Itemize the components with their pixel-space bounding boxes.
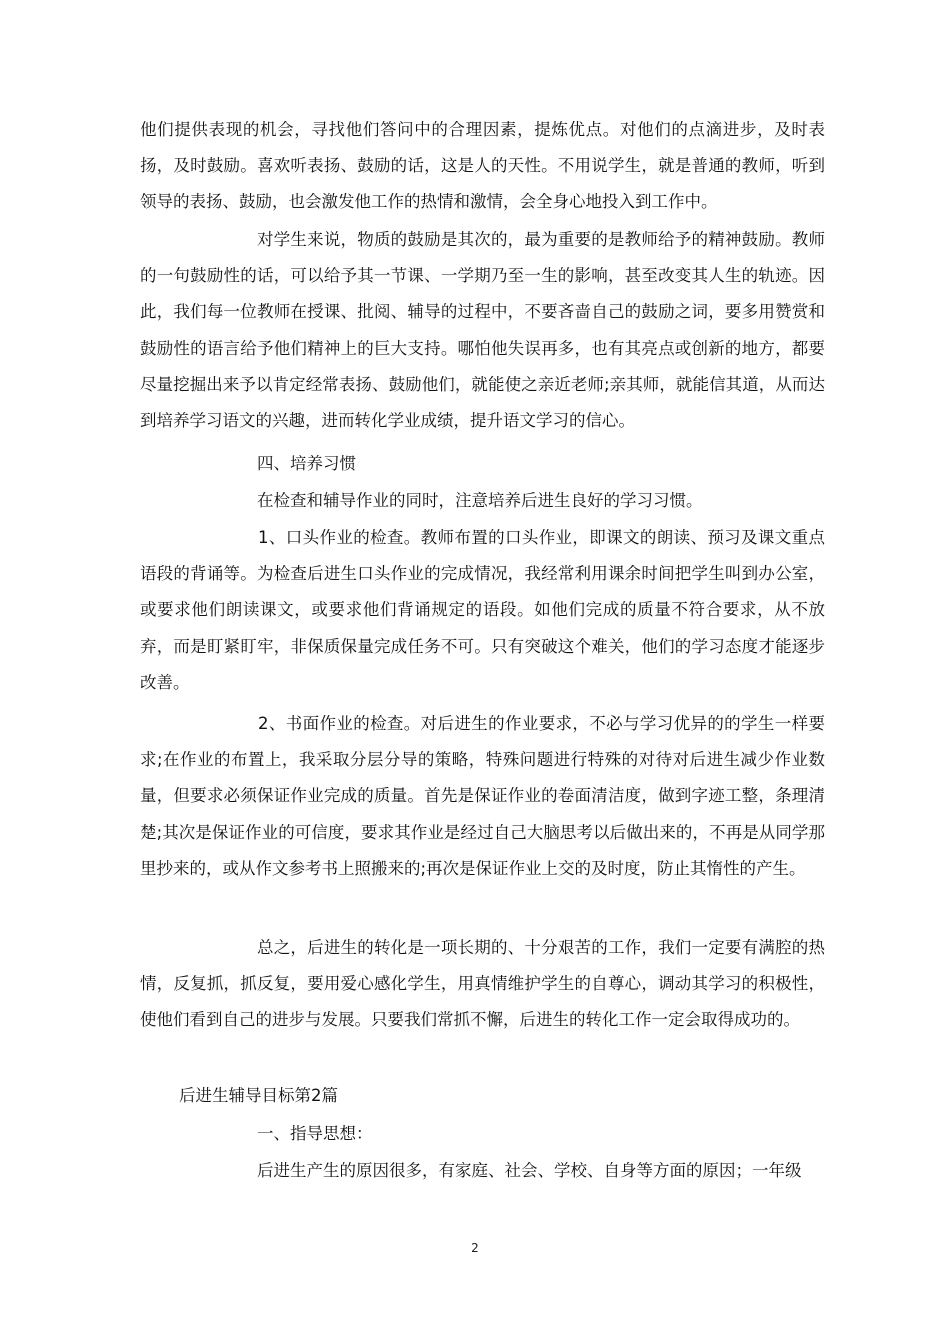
heading-cultivate-habits: 四、培养习惯 [257,454,356,473]
paragraph-homework-habits: 在检查和辅导作业的同时，注意培养后进生良好的学习习惯。 [257,491,703,510]
heading-guiding-thought: 一、指导思想： [257,1124,373,1143]
paragraph-praise-opportunity: 他们提供表现的机会，寻找他们答问中的合理因素，提炼优点。对他们的点滴进步，及时表扬，及时鼓励。喜欢听表扬、鼓励的话，这是人的天性。不用说学生，就是普通的教师，听到领导的表扬、鼓励，也会激发他工作的热情和激情，会全身心地投入到工作中。 [140,120,825,212]
paragraph-conclusion: 总之，后进生的转化是一项长期的、十分艰苦的工作，我们一定要有满腔的热情，反复抓，抓反复，要用爱心感化学生，用真情维护学生的自尊心，调动其学习的积极性，使他们看到自己的进步与发展。只要我们常抓不懈，后进生的转化工作一定会取得成功的。 [140,938,825,1030]
paragraph-written-homework: 2、书面作业的检查。对后进生的作业要求，不必与学习优异的的学生一样要求;在作业的布置上，我采取分层分导的策略，特殊问题进行特殊的对待对后进生减少作业数量，但要求必须保证作业完成的质量。首先是保证作业的卷面清洁度，做到字迹工整，条理清楚;其次是保证作业的可信度，要求其作业是经过自己大脑思考以后做出来的，不再是从同学那里抄来的，或从作文参考书上照搬来的;再次是保证作业上交的及时度，防止其惰性的产生。 [140,714,825,878]
paragraph-spiritual-encouragement: 对学生来说，物质的鼓励是其次的，最为重要的是教师给予的精神鼓励。教师的一句鼓励性的话，可以给予其一节课、一学期乃至一生的影响，甚至改变其人生的轨迹。因此，我们每一位教师在授课、批阅、辅导的过程中，不要吝啬自己的鼓励之词，要多用赞赏和鼓励性的语言给予他们精神上的巨大支持。哪怕他失误再多，也有其亮点或创新的地方，都要尽量挖掘出来予以肯定经常表扬、鼓励他们，就能使之亲近老师;亲其师，就能信其道，从而达到培养学习语文的兴趣，进而转化学业成绩，提升语文学习的信心。 [140,230,825,431]
paragraph-oral-homework: 1、口头作业的检查。教师布置的口头作业，即课文的朗读、预习及课文重点语段的背诵等。为检查后进生口头作业的完成情况，我经常利用课余时间把学生叫到办公室，或要求他们朗读课文，或要求他们背诵规定的语段。如他们完成的质量不符合要求，从不放弃，而是盯紧盯牢，非保质保量完成任务不可。只有突破这个难关，他们的学习态度才能逐步改善。 [140,528,825,692]
paragraph-causes: 后进生产生的原因很多，有家庭、社会、学校、自身等方面的原因；一年级 [257,1161,802,1180]
section-title: 后进生辅导目标第2篇 [179,1086,338,1105]
page-number: 2 [471,1241,479,1255]
